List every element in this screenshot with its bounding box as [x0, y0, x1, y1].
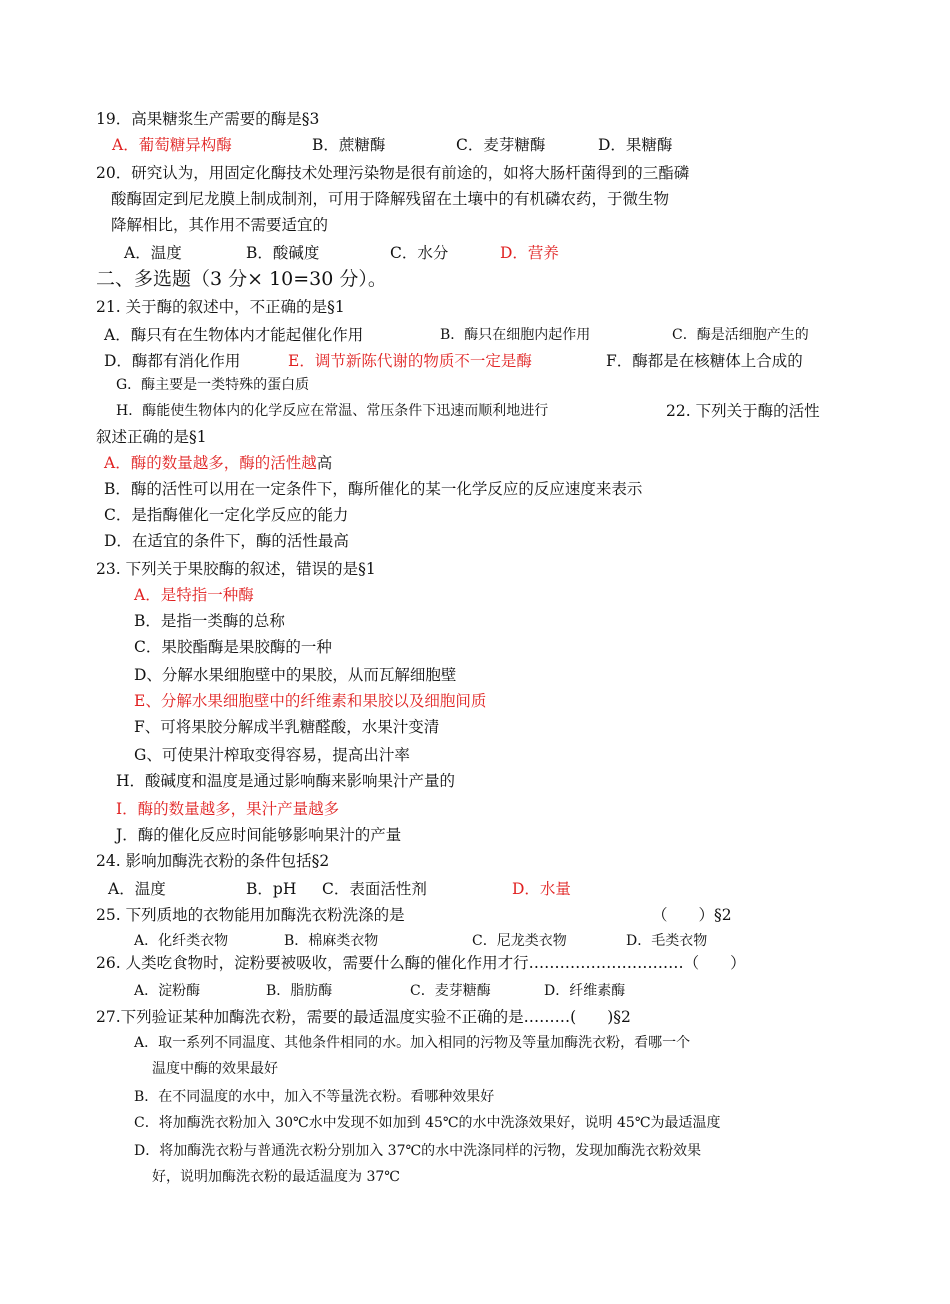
q23-option-e: E、分解水果细胞壁中的纤维素和果胶以及细胞间质: [134, 692, 487, 710]
q25-option-d: D．毛类衣物: [626, 933, 708, 949]
q24-option-c: C．表面活性剂: [322, 880, 427, 898]
q19-option-a: A．葡萄糖异构酶: [112, 136, 232, 154]
q23-option-h: H．酸碱度和温度是通过影响酶来影响果汁产量的: [116, 772, 456, 790]
q20-option-c: C．水分: [390, 244, 449, 262]
q20-option-b: B．酸碱度: [246, 244, 320, 262]
q25-answer-bracket: （ ）§2: [652, 906, 732, 924]
q22-option-c: C．是指酶催化一定化学反应的能力: [104, 506, 349, 524]
q24-option-b: B．pH: [246, 880, 297, 898]
q26-option-a: A．淀粉酶: [134, 983, 201, 999]
q23-option-b: B．是指一类酶的总称: [134, 612, 285, 630]
q24-option-a: A．温度: [108, 880, 166, 898]
q20-stem-line2: 酸酶固定到尼龙膜上制成制剂，可用于降解残留在土壤中的有机磷农药，于微生物: [111, 190, 670, 208]
q26-option-d: D．纤维素酶: [544, 983, 626, 999]
q21-option-a: A．酶只有在生物体内才能起催化作用: [104, 326, 364, 344]
q22-stem-part2: 叙述正确的是§1: [96, 428, 207, 446]
q24-option-d: D．水量: [512, 880, 571, 898]
q27-option-c: C．将加酶洗衣粉加入 30℃水中发现不如加到 45℃的水中洗涤效果好，说明 45℃为最适温度: [134, 1115, 721, 1131]
q22-option-a: [104, 452, 332, 474]
q21-stem: 21. 关于酶的叙述中，不正确的是§1: [96, 298, 345, 316]
q27-option-a-line1: A．取一系列不同温度、其他条件相同的水。加入相同的污物及等量加酶洗衣粉，看哪一个: [134, 1035, 691, 1051]
q20-stem-line1: 20．研究认为，用固定化酶技术处理污染物是很有前途的，如将大肠杆菌得到的三酯磷: [96, 164, 690, 182]
q19-option-b: B．蔗糖酶: [312, 136, 386, 154]
q21-option-d: D．酶都有消化作用: [104, 352, 241, 370]
q23-stem: 23. 下列关于果胶酶的叙述，错误的是§1: [96, 560, 376, 578]
q20-option-a: A．温度: [124, 244, 182, 262]
q22-option-a-tail: 高: [316, 454, 333, 472]
q27-option-b: B．在不同温度的水中，加入不等量洗衣粉。看哪种效果好: [134, 1089, 495, 1105]
q19-option-c: C．麦芽糖酶: [456, 136, 546, 154]
q26-option-c: C．麦芽糖酶: [410, 983, 491, 999]
q22-option-d: D．在适宜的条件下，酶的活性最高: [104, 532, 349, 550]
q26-stem: 26. 人类吃食物时，淀粉要被吸收，需要什么酶的催化作用才行…………………………（ ）: [96, 954, 746, 972]
q20-stem-line3: 降解相比，其作用不需要适宜的: [111, 216, 329, 234]
q23-option-g: G、可使果汁榨取变得容易，提高出汁率: [134, 746, 410, 764]
q21-option-c: C．酶是活细胞产生的: [672, 327, 809, 343]
q23-option-c: C．果胶酯酶是果胶酶的一种: [134, 638, 332, 656]
q25-stem: 25. 下列质地的衣物能用加酶洗衣粉洗涤的是: [96, 906, 405, 924]
q27-option-d-line2: 好，说明加酶洗衣粉的最适温度为 37℃: [152, 1169, 400, 1185]
q22-option-b: B．酶的活性可以用在一定条件下，酶所催化的某一化学反应的反应速度来表示: [104, 480, 643, 498]
q19-option-d: D．果糖酶: [598, 136, 673, 154]
q21-option-e: E．调节新陈代谢的物质不一定是酶: [288, 352, 532, 370]
q25-option-a: A．化纤类衣物: [134, 933, 229, 949]
q25-option-c: C．尼龙类衣物: [472, 933, 567, 949]
q20-option-d: D．营养: [500, 244, 559, 262]
q23-option-a: A．是特指一种酶: [134, 586, 254, 604]
q26-option-b: B．脂肪酶: [266, 983, 333, 999]
q24-stem: 24. 影响加酶洗衣粉的条件包括§2: [96, 852, 330, 870]
q23-option-d: D、分解水果细胞壁中的果胶，从而瓦解细胞壁: [134, 666, 457, 684]
q23-option-i: I．酶的数量越多，果汁产量越多: [116, 800, 340, 818]
section-title-multiple-choice: 二、多选题（3 分× 10=30 分）。: [96, 268, 387, 290]
q23-option-j: J．酶的催化反应时间能够影响果汁的产量: [116, 826, 402, 844]
q19-stem: 19．高果糖浆生产需要的酶是§3: [96, 110, 320, 128]
q22-option-a-highlight: A．酶的数量越多，酶的活性越: [104, 454, 317, 472]
q21-option-g: G．酶主要是一类特殊的蛋白质: [116, 377, 310, 393]
q27-stem: 27.下列验证某种加酶洗衣粉，需要的最适温度实验不正确的是………( )§2: [96, 1008, 631, 1026]
q27-option-d-line1: D．将加酶洗衣粉与普通洗衣粉分别加入 37℃的水中洗涤同样的污物，发现加酶洗衣粉效果: [134, 1143, 702, 1159]
q25-option-b: B．棉麻类衣物: [284, 933, 379, 949]
q23-option-f: F、可将果胶分解成半乳糖醛酸，水果汁变清: [134, 718, 440, 736]
q22-stem-part1: 22. 下列关于酶的活性: [666, 402, 820, 420]
q21-option-f: F．酶都是在核糖体上合成的: [606, 352, 803, 370]
q27-option-a-line2: 温度中酶的效果最好: [152, 1061, 278, 1077]
q21-option-h: H．酶能使生物体内的化学反应在常温、常压条件下迅速而顺利地进行: [116, 403, 549, 419]
q21-option-b: B．酶只在细胞内起作用: [440, 327, 591, 343]
